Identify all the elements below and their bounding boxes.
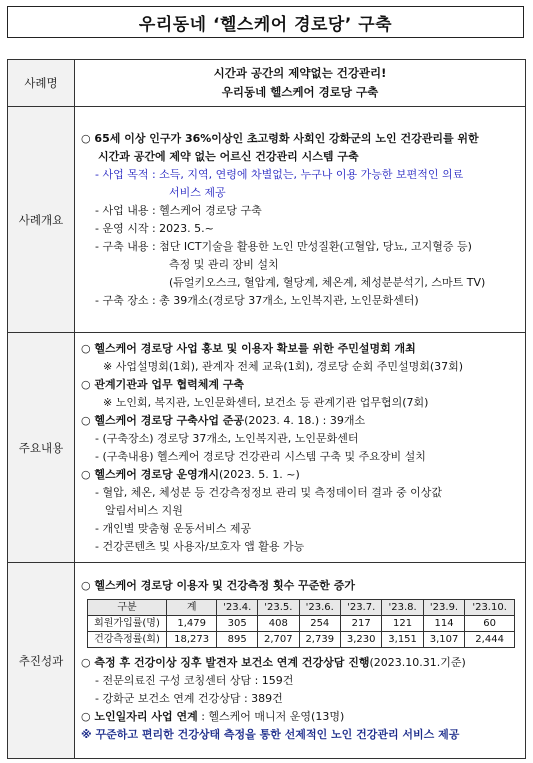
stats-header-cell: 구분 [88,600,167,616]
content-item-4-date: (2023. 5. 1. ~) [218,467,300,481]
result-item-2-detail-1: - 전문의료진 구성 코칭센터 상담 : 159건 [95,674,294,687]
stats-cell: 2,444 [465,632,515,648]
stats-cell: 건강측정률(회) [88,632,167,648]
stats-cell: 회원가입률(명) [88,616,167,632]
content-item-3-place: - (구축장소) 경로당 37개소, 노인복지관, 노인문화센터 [95,431,359,445]
results-body [75,563,526,759]
main-content-label: 주요내용 [8,333,75,563]
content-item-4-detail-1-cont: 알림서비스 지원 [105,503,183,517]
stats-table [87,599,515,648]
content-item-1: ○ 헬스케어 경로당 사업 홍보 및 이용자 확보를 위한 주민설명회 개최 [81,341,416,355]
stats-cell: 408 [258,616,299,632]
content-item-2-note: ※ 노인회, 복지관, 노인문화센터, 보건소 등 관계기관 업무협의(7회) [103,395,429,409]
stats-cell: 1,479 [167,616,217,632]
result-item-2-detail-2: - 강화군 보건소 연계 건강상담 : 389건 [95,692,283,705]
stats-cell: 2,707 [258,632,299,648]
stats-row-members [88,616,515,632]
stats-cell: 60 [465,616,515,632]
stats-cell: 2,739 [299,632,340,648]
document-title: 우리동네 ‘헬스케어 경로당’ 구축 [7,6,524,38]
stats-cell: 3,230 [340,632,381,648]
stats-header-cell: '23.10. [465,600,515,616]
result-item-3 [81,708,519,726]
stats-header-cell: '23.4. [217,600,258,616]
case-name-line2: 우리동네 헬스케어 경로당 구축 [221,85,379,99]
content-item-3-build: - (구축내용) 헬스케어 경로당 건강관리 시스템 구축 및 주요장비 설치 [95,449,426,463]
overview-main: ○ 65세 이상 인구가 36%이상인 초고령화 사회인 강화군의 노인 건강관리를 위한 [81,131,479,145]
content-item-4-detail-2: - 개인별 맞춤형 운동서비스 제공 [95,521,252,535]
overview-start: - 운영 시작 : 2023. 5.~ [95,221,214,235]
main-content-row [8,333,526,563]
content-item-3-title: ○ 헬스케어 경로당 구축사업 준공 [81,413,245,427]
overview-purpose-cont: 서비스 제공 [169,185,226,199]
result-item-2 [81,654,519,672]
stats-header-cell: '23.6. [299,600,340,616]
overview-row [8,107,526,333]
stats-cell: 121 [382,616,423,632]
case-name-content [75,60,526,107]
stats-header-cell: 계 [167,600,217,616]
main-content-body [75,333,526,563]
content-item-1-note: ※ 사업설명회(1회), 관계자 전체 교육(1회), 경로당 순회 주민설명회(37회) [103,359,464,373]
case-name-row [8,60,526,107]
content-item-4-detail-3: - 건강콘텐츠 및 사용자/보호자 앱 활용 가능 [95,539,305,553]
content-item-4-detail-1: - 혈압, 체온, 체성분 등 건강측정정보 관리 및 측정데이터 결과 중 이상값 [95,485,442,499]
stats-cell: 18,273 [167,632,217,648]
stats-cell: 3,107 [423,632,464,648]
result-item-3-title: ○ 노인일자리 사업 연계 [81,710,198,723]
case-table [7,59,526,759]
result-item-2-title: ○ 측정 후 건강이상 징후 발견자 보건소 연계 건강상담 진행 [81,656,370,669]
stats-cell: 114 [423,616,464,632]
overview-build-cont: 측정 및 관리 장비 설치 [169,257,279,271]
case-name-line1: 시간과 공간의 제약없는 건강관리! [213,66,387,80]
stats-cell: 895 [217,632,258,648]
content-item-4-title: ○ 헬스케어 경로당 운영개시 [81,467,219,481]
result-summary-note: ※ 꾸준하고 편리한 건강상태 측정을 통한 선제적인 노인 건강관리 서비스 제공 [81,728,460,741]
overview-build-devices: (듀얼키오스크, 혈압계, 혈당계, 체온계, 체성분분석기, 스마트 TV) [169,275,486,289]
stats-header-row [88,600,515,616]
results-label: 추진성과 [8,563,75,759]
overview-label: 사례개요 [8,107,75,333]
stats-header-cell: '23.9. [423,600,464,616]
content-item-3-date: (2023. 4. 18.) : 39개소 [244,413,366,427]
content-item-2: ○ 관계기관과 업무 협력체계 구축 [81,377,245,391]
overview-build: - 구축 내용 : 첨단 ICT기술을 활용한 노인 만성질환(고혈압, 당뇨, 고지혈증 등) [95,239,472,253]
stats-header-cell: '23.5. [258,600,299,616]
overview-purpose: - 사업 목적 : 소득, 지역, 연령에 차별없는, 누구나 이용 가능한 보편적인 의료 [95,167,464,181]
stats-header-cell: '23.7. [340,600,381,616]
case-name-label: 사례명 [8,60,75,107]
stats-row-measurements [88,632,515,648]
stats-cell: 3,151 [382,632,423,648]
overview-place: - 구축 장소 : 총 39개소(경로당 37개소, 노인복지관, 노인문화센터) [95,293,419,307]
content-item-4 [81,466,519,484]
content-item-3 [81,412,519,430]
stats-cell: 254 [299,616,340,632]
stats-cell: 305 [217,616,258,632]
overview-main-cont: 시간과 공간에 제약 없는 어르신 건강관리 시스템 구축 [98,149,359,163]
stats-cell: 217 [340,616,381,632]
overview-content [75,107,526,333]
stats-header-cell: '23.8. [382,600,423,616]
result-item-1: ○ 헬스케어 경로당 이용자 및 건강측정 횟수 꾸준한 증가 [81,579,356,592]
overview-content-item: - 사업 내용 : 헬스케어 경로당 구축 [95,203,262,217]
results-row [8,563,526,759]
result-item-2-date: (2023.10.31.기준) [369,656,466,669]
result-item-3-detail: : 헬스케어 매니저 운영(13명) [197,710,345,723]
